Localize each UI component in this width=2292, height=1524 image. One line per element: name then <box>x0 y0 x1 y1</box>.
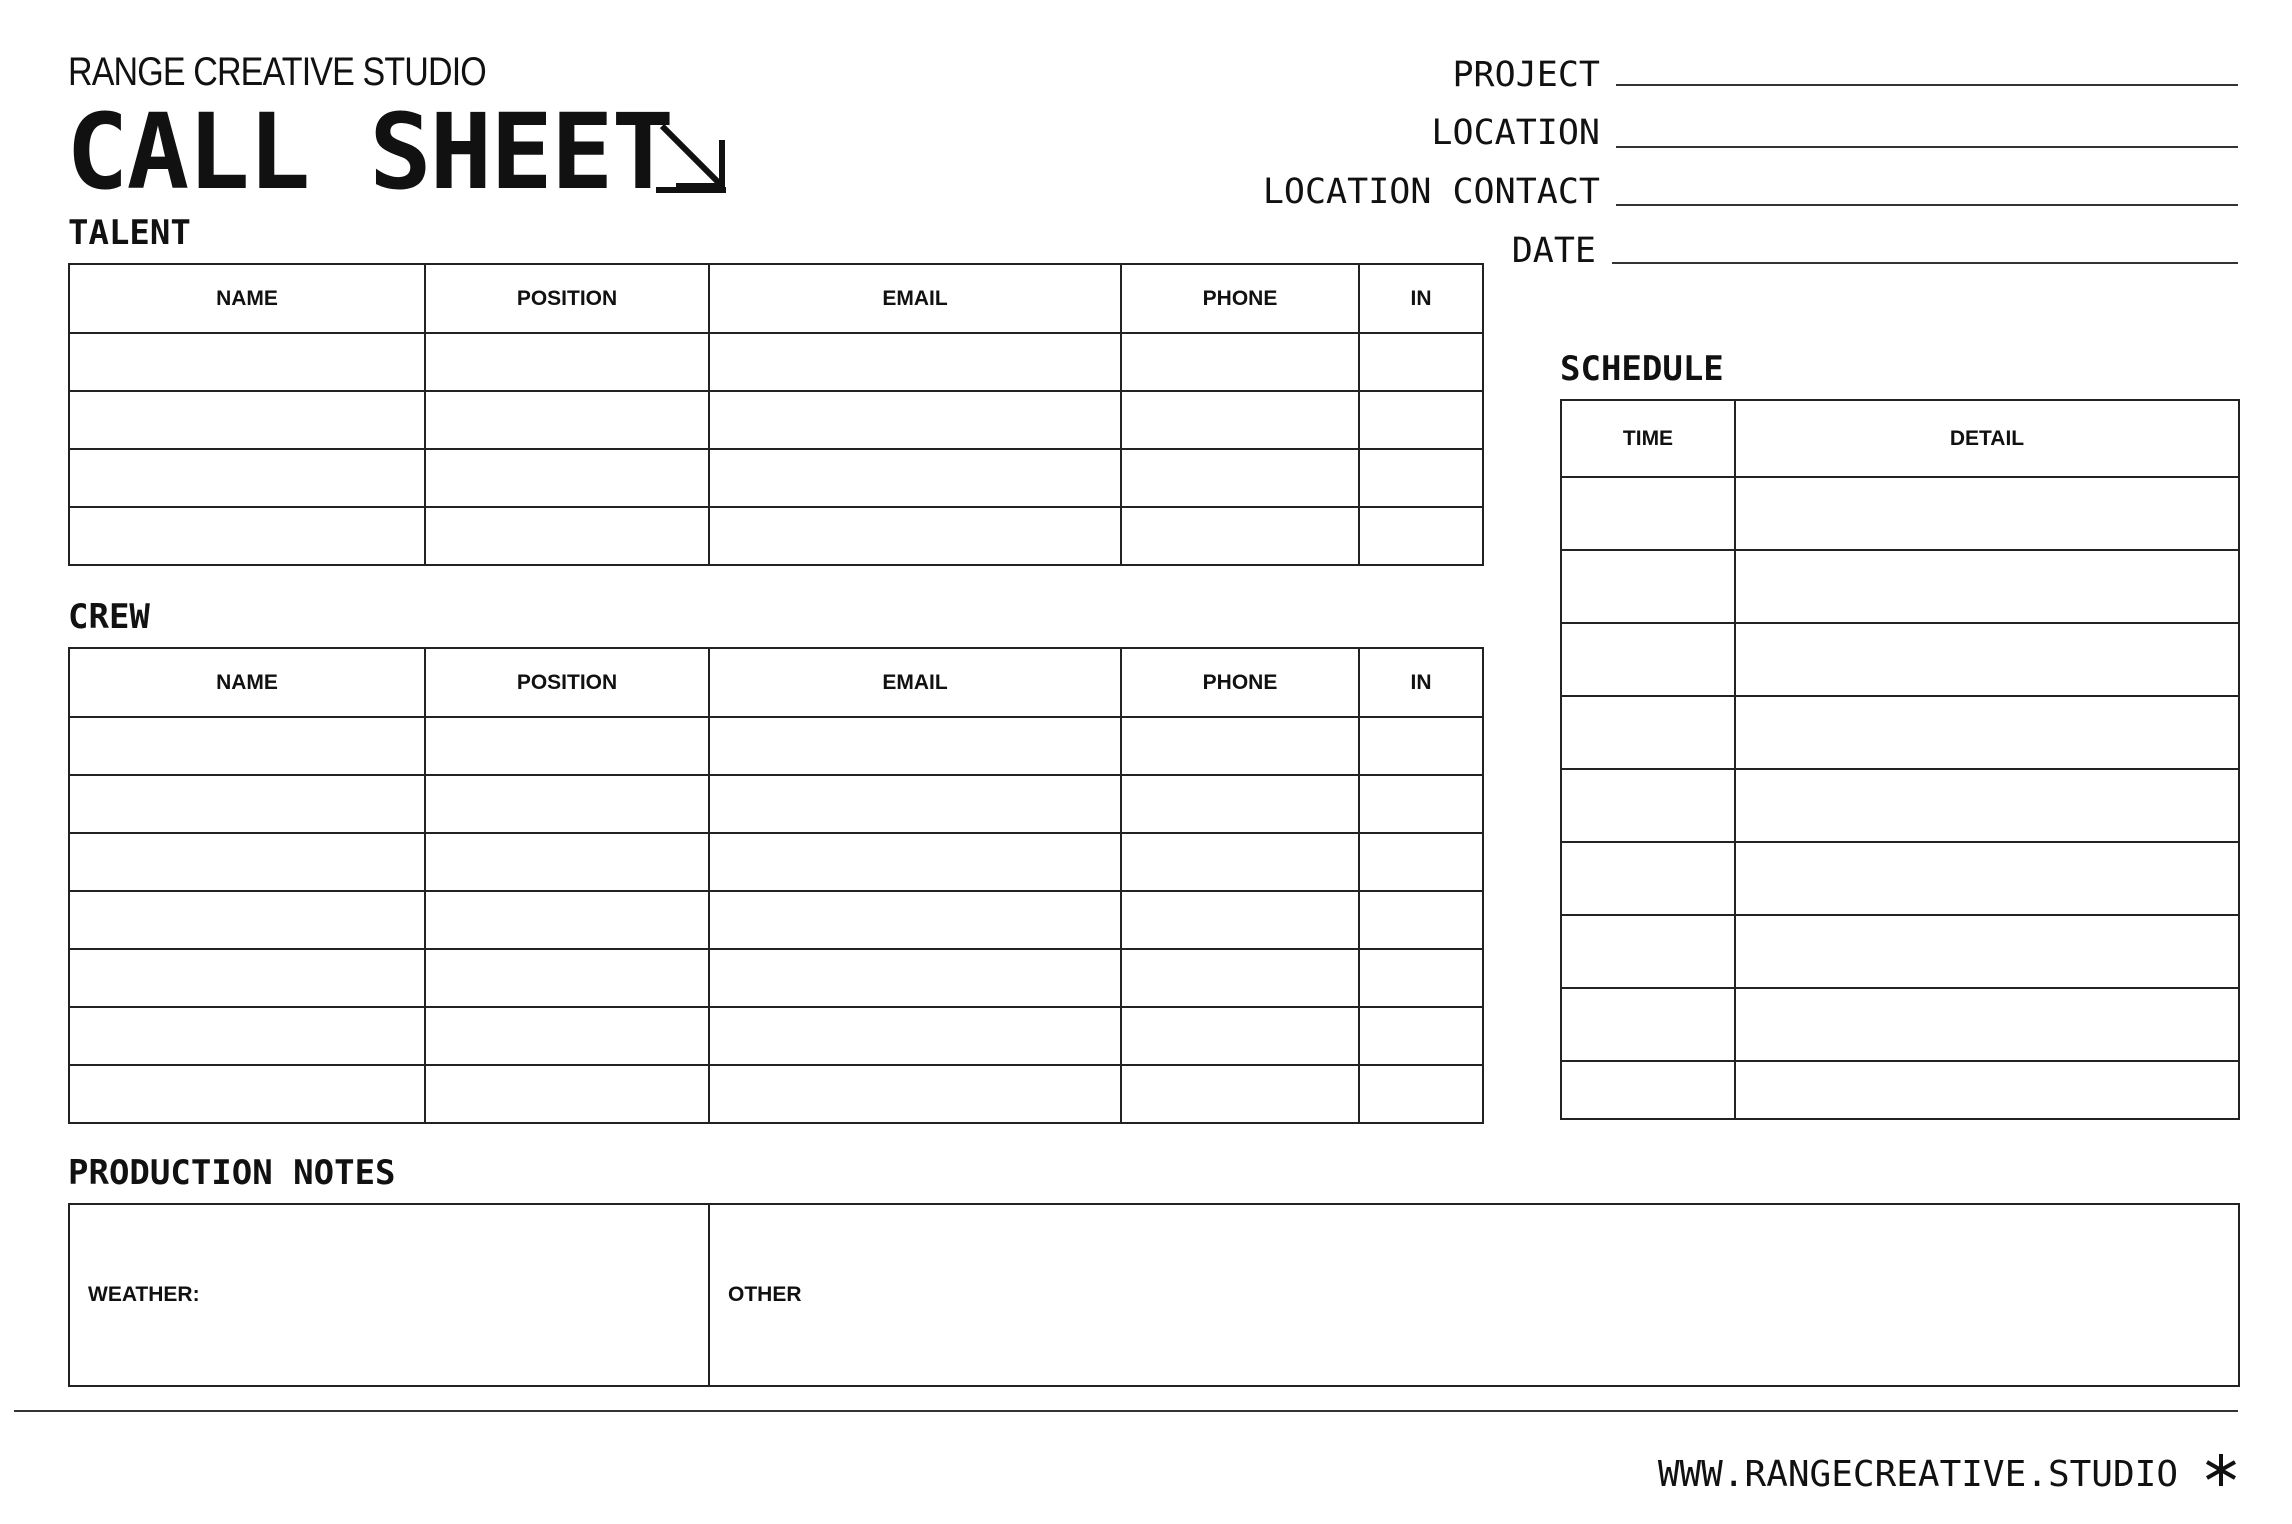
table-cell[interactable] <box>1359 1065 1483 1123</box>
table-cell[interactable] <box>1735 915 2239 988</box>
table-row <box>1561 1061 2239 1119</box>
table-row <box>69 891 1483 949</box>
table-cell[interactable] <box>1735 842 2239 915</box>
table-cell[interactable] <box>425 391 709 449</box>
table-row <box>1561 842 2239 915</box>
table-cell[interactable] <box>709 333 1121 391</box>
table-cell[interactable] <box>709 1007 1121 1065</box>
table-cell[interactable] <box>1359 507 1483 565</box>
table-cell[interactable] <box>1121 833 1359 891</box>
talent-col-position: POSITION <box>425 264 709 333</box>
table-cell[interactable] <box>1121 949 1359 1007</box>
table-cell[interactable] <box>1359 949 1483 1007</box>
table-cell[interactable] <box>1561 1061 1735 1119</box>
table-cell[interactable] <box>425 1065 709 1123</box>
table-cell[interactable] <box>1121 391 1359 449</box>
talent-section-title: TALENT <box>68 213 191 253</box>
production-notes-title: PRODUCTION NOTES <box>68 1153 396 1193</box>
table-row <box>69 1007 1483 1065</box>
table-cell[interactable] <box>709 717 1121 775</box>
table-row <box>69 775 1483 833</box>
location-contact-label: LOCATION CONTACT <box>1262 172 1600 212</box>
table-cell[interactable] <box>1735 1061 2239 1119</box>
table-cell[interactable] <box>69 833 425 891</box>
table-cell[interactable] <box>69 1007 425 1065</box>
location-label: LOCATION <box>1431 113 1600 153</box>
table-row <box>69 833 1483 891</box>
talent-col-email: EMAIL <box>709 264 1121 333</box>
table-row <box>69 507 1483 565</box>
table-cell[interactable] <box>69 717 425 775</box>
table-cell[interactable] <box>709 775 1121 833</box>
table-cell[interactable] <box>1561 915 1735 988</box>
table-cell[interactable] <box>425 891 709 949</box>
crew-col-name: NAME <box>69 648 425 717</box>
crew-header-row <box>69 648 1483 717</box>
table-cell[interactable] <box>69 507 425 565</box>
table-cell[interactable] <box>709 891 1121 949</box>
project-label: PROJECT <box>1452 55 1600 95</box>
table-cell[interactable] <box>1561 477 1735 550</box>
table-cell[interactable] <box>1121 775 1359 833</box>
table-cell[interactable] <box>1735 988 2239 1061</box>
table-row <box>1561 477 2239 550</box>
table-cell[interactable] <box>1735 477 2239 550</box>
table-cell[interactable] <box>1121 1065 1359 1123</box>
weather-field[interactable] <box>69 1204 709 1386</box>
table-cell[interactable] <box>425 507 709 565</box>
table-cell[interactable] <box>69 949 425 1007</box>
date-label: DATE <box>1511 231 1596 271</box>
location-contact-field[interactable] <box>1616 204 2238 206</box>
table-cell[interactable] <box>1735 550 2239 623</box>
schedule-table <box>1560 399 2240 1120</box>
table-cell[interactable] <box>1735 769 2239 842</box>
table-row <box>1561 988 2239 1061</box>
talent-col-in: IN <box>1359 264 1483 333</box>
arrow-down-right-icon <box>656 120 732 196</box>
table-cell[interactable] <box>1359 391 1483 449</box>
table-row <box>69 391 1483 449</box>
crew-section-title: CREW <box>68 597 150 637</box>
table-row <box>69 1065 1483 1123</box>
footer-divider <box>14 1410 2238 1412</box>
table-cell[interactable] <box>425 1007 709 1065</box>
table-cell[interactable] <box>69 775 425 833</box>
production-notes-table <box>68 1203 2240 1387</box>
table-cell[interactable] <box>1359 333 1483 391</box>
table-cell[interactable] <box>1561 696 1735 769</box>
weather-label: WEATHER: <box>88 1283 200 1306</box>
table-cell[interactable] <box>709 449 1121 507</box>
table-cell[interactable] <box>1121 717 1359 775</box>
location-field[interactable] <box>1616 146 2238 148</box>
schedule-header-row <box>1561 400 2239 477</box>
crew-table <box>68 647 1484 1124</box>
table-cell[interactable] <box>709 1065 1121 1123</box>
table-cell[interactable] <box>1561 550 1735 623</box>
table-cell[interactable] <box>425 449 709 507</box>
table-row <box>1561 623 2239 696</box>
website-url: WWW.RANGECREATIVE.STUDIO <box>1657 1454 2178 1495</box>
table-cell[interactable] <box>1121 891 1359 949</box>
table-cell[interactable] <box>1359 449 1483 507</box>
table-cell[interactable] <box>425 717 709 775</box>
studio-name: RANGE CREATIVE STUDIO <box>68 50 486 94</box>
table-row <box>69 949 1483 1007</box>
table-cell[interactable] <box>709 833 1121 891</box>
table-row <box>69 717 1483 775</box>
table-cell[interactable] <box>69 449 425 507</box>
asterisk-icon <box>2204 1450 2238 1490</box>
schedule-col-detail: DETAIL <box>1735 400 2239 477</box>
table-cell[interactable] <box>709 391 1121 449</box>
table-cell[interactable] <box>1121 1007 1359 1065</box>
table-cell[interactable] <box>1359 717 1483 775</box>
table-cell[interactable] <box>1121 449 1359 507</box>
table-cell[interactable] <box>1561 769 1735 842</box>
table-cell[interactable] <box>425 949 709 1007</box>
table-cell[interactable] <box>69 333 425 391</box>
table-row <box>1561 550 2239 623</box>
table-row <box>69 333 1483 391</box>
table-cell[interactable] <box>69 891 425 949</box>
table-cell[interactable] <box>69 1065 425 1123</box>
table-cell[interactable] <box>425 833 709 891</box>
table-cell[interactable] <box>1359 775 1483 833</box>
crew-col-position: POSITION <box>425 648 709 717</box>
talent-col-name: NAME <box>69 264 425 333</box>
talent-table <box>68 263 1484 566</box>
table-cell[interactable] <box>425 775 709 833</box>
table-cell[interactable] <box>1561 988 1735 1061</box>
table-cell[interactable] <box>1735 623 2239 696</box>
talent-header-row <box>69 264 1483 333</box>
table-cell[interactable] <box>1359 891 1483 949</box>
schedule-section-title: SCHEDULE <box>1560 349 1724 389</box>
other-label: OTHER <box>728 1283 802 1306</box>
crew-col-in: IN <box>1359 648 1483 717</box>
page-title: CALL SHEET <box>66 91 673 213</box>
project-field[interactable] <box>1616 84 2238 86</box>
table-row <box>1561 769 2239 842</box>
schedule-col-time: TIME <box>1561 400 1735 477</box>
table-cell[interactable] <box>1121 333 1359 391</box>
date-field[interactable] <box>1612 262 2238 264</box>
other-field[interactable] <box>709 1204 2239 1386</box>
table-cell[interactable] <box>709 949 1121 1007</box>
table-cell[interactable] <box>1735 696 2239 769</box>
crew-col-phone: PHONE <box>1121 648 1359 717</box>
table-cell[interactable] <box>1561 842 1735 915</box>
table-cell[interactable] <box>1359 833 1483 891</box>
table-row <box>1561 696 2239 769</box>
table-cell[interactable] <box>709 507 1121 565</box>
table-cell[interactable] <box>1359 1007 1483 1065</box>
table-row <box>1561 915 2239 988</box>
table-cell[interactable] <box>1561 623 1735 696</box>
table-cell[interactable] <box>1121 507 1359 565</box>
crew-col-email: EMAIL <box>709 648 1121 717</box>
talent-col-phone: PHONE <box>1121 264 1359 333</box>
table-row <box>69 449 1483 507</box>
table-cell[interactable] <box>425 333 709 391</box>
table-cell[interactable] <box>69 391 425 449</box>
